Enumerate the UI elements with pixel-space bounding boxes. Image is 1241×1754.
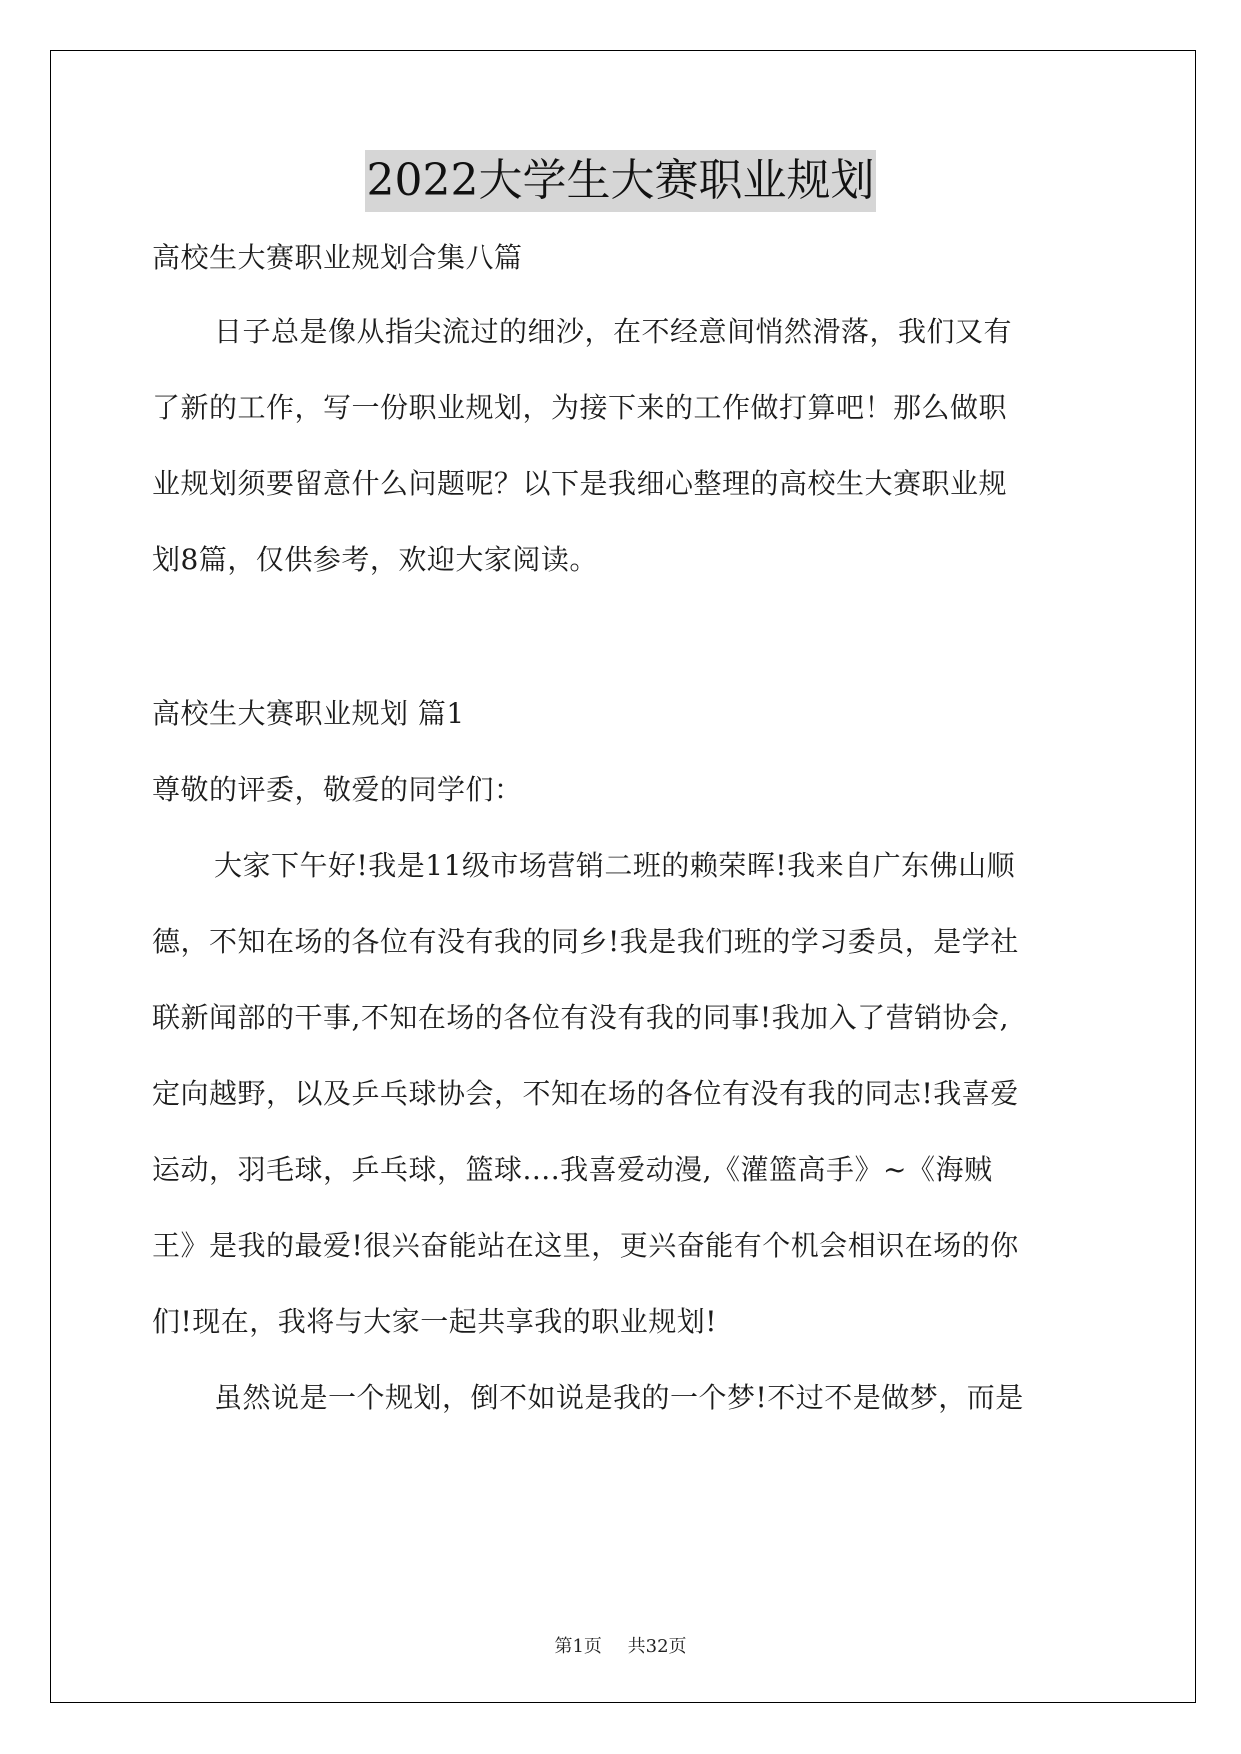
title-container	[0, 150, 1241, 212]
page-footer	[0, 1635, 1241, 1659]
document-title: 2022大学生大赛职业规划	[365, 150, 877, 212]
intro-line: 了新的工作，写一份职业规划，为接下来的工作做打算吧！那么做职	[152, 391, 1008, 424]
intro-line: 划8篇，仅供参考，欢迎大家阅读。	[152, 543, 598, 576]
body-line: 虽然说是一个规划，倒不如说是我的一个梦!不过不是做梦，而是	[214, 1381, 1024, 1414]
greeting-line: 尊敬的评委，敬爱的同学们：	[152, 773, 523, 806]
body-line: 联新闻部的干事,不知在场的各位有没有我的同事!我加入了营销协会,	[152, 1001, 1010, 1034]
body-line: 定向越野，以及乒乓球协会，不知在场的各位有没有我的同志!我喜爱	[152, 1077, 1019, 1110]
body-line: 大家下午好!我是11级市场营销二班的赖荣晖!我来自广东佛山顺	[214, 849, 1016, 882]
page-total: 共32页	[627, 1636, 687, 1657]
intro-line: 业规划须要留意什么问题呢？以下是我细心整理的高校生大赛职业规	[152, 467, 1008, 500]
document-subtitle: 高校生大赛职业规划合集八篇	[152, 241, 523, 274]
body-line: 德，不知在场的各位有没有我的同乡!我是我们班的学习委员，是学社	[152, 925, 1019, 958]
section-heading: 高校生大赛职业规划 篇1	[152, 697, 465, 730]
page-number: 第1页	[554, 1636, 602, 1657]
body-line: 们!现在，我将与大家一起共享我的职业规划!	[152, 1305, 718, 1338]
body-line: 运动，羽毛球，乒乓球，篮球....我喜爱动漫,《灌篮高手》~《海贼	[152, 1153, 993, 1186]
body-line: 王》是我的最爱!很兴奋能站在这里，更兴奋能有个机会相识在场的你	[152, 1229, 1019, 1262]
intro-line: 日子总是像从指尖流过的细沙，在不经意间悄然滑落，我们又有	[214, 315, 1013, 348]
